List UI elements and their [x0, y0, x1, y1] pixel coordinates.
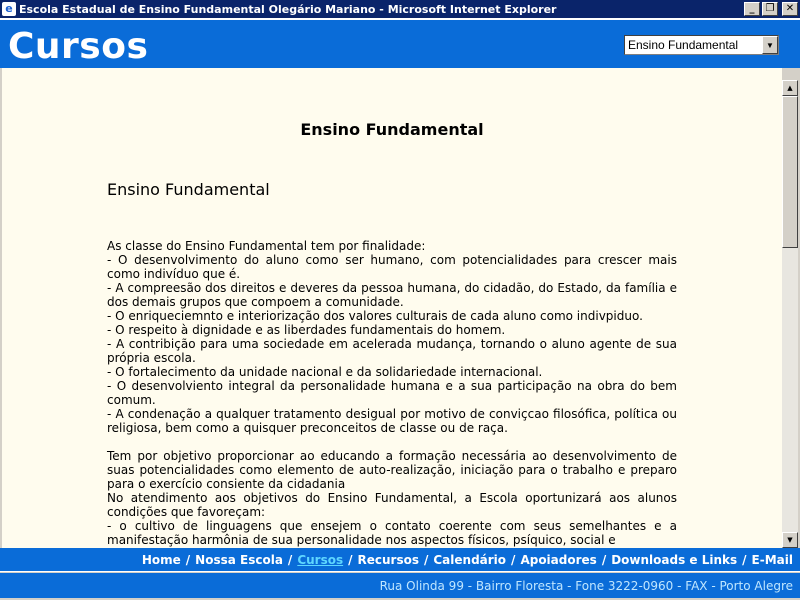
- course-select[interactable]: [624, 35, 779, 55]
- internet-explorer-icon: e: [2, 2, 16, 16]
- paragraph: - O desenvolviento integral da personalidade humana e a sua participação na obra do bem comum.: [107, 379, 677, 407]
- nav-separator: /: [423, 552, 429, 567]
- paragraph: As classe do Ensino Fundamental tem por finalidade:: [107, 239, 426, 253]
- restore-button[interactable]: ❐: [762, 2, 778, 16]
- paragraph-gap: [107, 435, 677, 449]
- scrollbar-thumb[interactable]: [782, 96, 798, 248]
- nav-link-cursos[interactable]: Cursos: [297, 552, 344, 567]
- paragraph: Tem por objetivo proporcionar ao educando a formação necessária ao desenvolvimento de suas potencialidades como elemento de auto-realização, iniciação para o trabalho e preparo para o exercício consiente da cidadania: [107, 449, 677, 491]
- site-header: [0, 18, 800, 68]
- nav-link-apoiadores[interactable]: Apoiadores: [520, 552, 597, 567]
- nav-separator: /: [601, 552, 607, 567]
- nav-link-calendario[interactable]: Calendário: [433, 552, 507, 567]
- page-content: [2, 68, 782, 548]
- section-brand-title: Cursos: [8, 26, 149, 67]
- minimize-button[interactable]: _: [744, 2, 760, 16]
- paragraph: - O desenvolvimento do aluno como ser humano, com potencialidades para crescer mais como indivíduo que é.: [107, 253, 677, 281]
- window-controls: [744, 2, 798, 16]
- window-titlebar: [0, 0, 800, 18]
- scroll-up-button[interactable]: ▲: [782, 80, 798, 96]
- nav-link-nossa-escola[interactable]: Nossa Escola: [195, 552, 283, 567]
- paragraph: No atendimento aos objetivos do Ensino Fundamental, a Escola oportunizará aos alunos condições que favoreçam:: [107, 491, 677, 519]
- paragraph: - O enriqueciemnto e interiorização dos valores culturais de cada aluno como indivpiduo.: [107, 309, 643, 323]
- nav-separator: /: [185, 552, 191, 567]
- page-title: Ensino Fundamental: [300, 120, 484, 139]
- vertical-scrollbar[interactable]: [782, 80, 798, 548]
- paragraph: - O respeito à dignidade e as liberdades fundamentais do homem.: [107, 323, 506, 337]
- paragraph: - o cultivo de linguagens que ensejem o contato coerente com seus semelhantes e a manifestação harmônia de sua personalidade nos aspectos físicos, psíquico, social e: [107, 519, 677, 547]
- nav-separator: /: [348, 552, 353, 567]
- nav-link-home[interactable]: Home: [141, 552, 181, 567]
- section-title: Ensino Fundamental: [107, 180, 270, 199]
- footer-address: Rua Olinda 99 - Bairro Floresta - Fone 3222-0960 - FAX - Porto Alegre: [0, 573, 800, 598]
- nav-separator: /: [742, 552, 747, 567]
- paragraph: - A condenação a qualquer tratamento desigual por motivo de conviçcao filosófica, política ou religiosa, bem como a quisquer preconceitos de classe ou de raça.: [107, 407, 677, 435]
- scroll-down-button[interactable]: ▼: [782, 532, 798, 548]
- window-title: Escola Estadual de Ensino Fundamental Olegário Mariano - Microsoft Internet Explorer: [19, 2, 557, 16]
- nav-separator: /: [511, 552, 516, 567]
- paragraph: - A compreesão dos direitos e deveres da pessoa humana, do cidadão, do Estado, da família e dos demais grupos que compoem a comunidade.: [107, 281, 677, 309]
- nav-link-downloads[interactable]: Downloads e Links: [611, 552, 738, 567]
- chevron-down-icon[interactable]: ▼: [762, 36, 778, 54]
- nav-link-email[interactable]: E-Mail: [751, 552, 793, 567]
- course-select-value: Ensino Fundamental: [628, 38, 739, 52]
- body-text: [107, 239, 677, 547]
- close-button[interactable]: ✕: [782, 2, 798, 16]
- nav-link-recursos[interactable]: Recursos: [357, 552, 419, 567]
- bottom-nav: [0, 548, 800, 572]
- paragraph: - A contribição para uma sociedade em acelerada mudança, tornando o aluno agente de sua própria escola.: [107, 337, 677, 365]
- nav-separator: /: [287, 552, 293, 567]
- paragraph: - O fortalecimento da unidade nacional e da solidariedade internacional.: [107, 365, 543, 379]
